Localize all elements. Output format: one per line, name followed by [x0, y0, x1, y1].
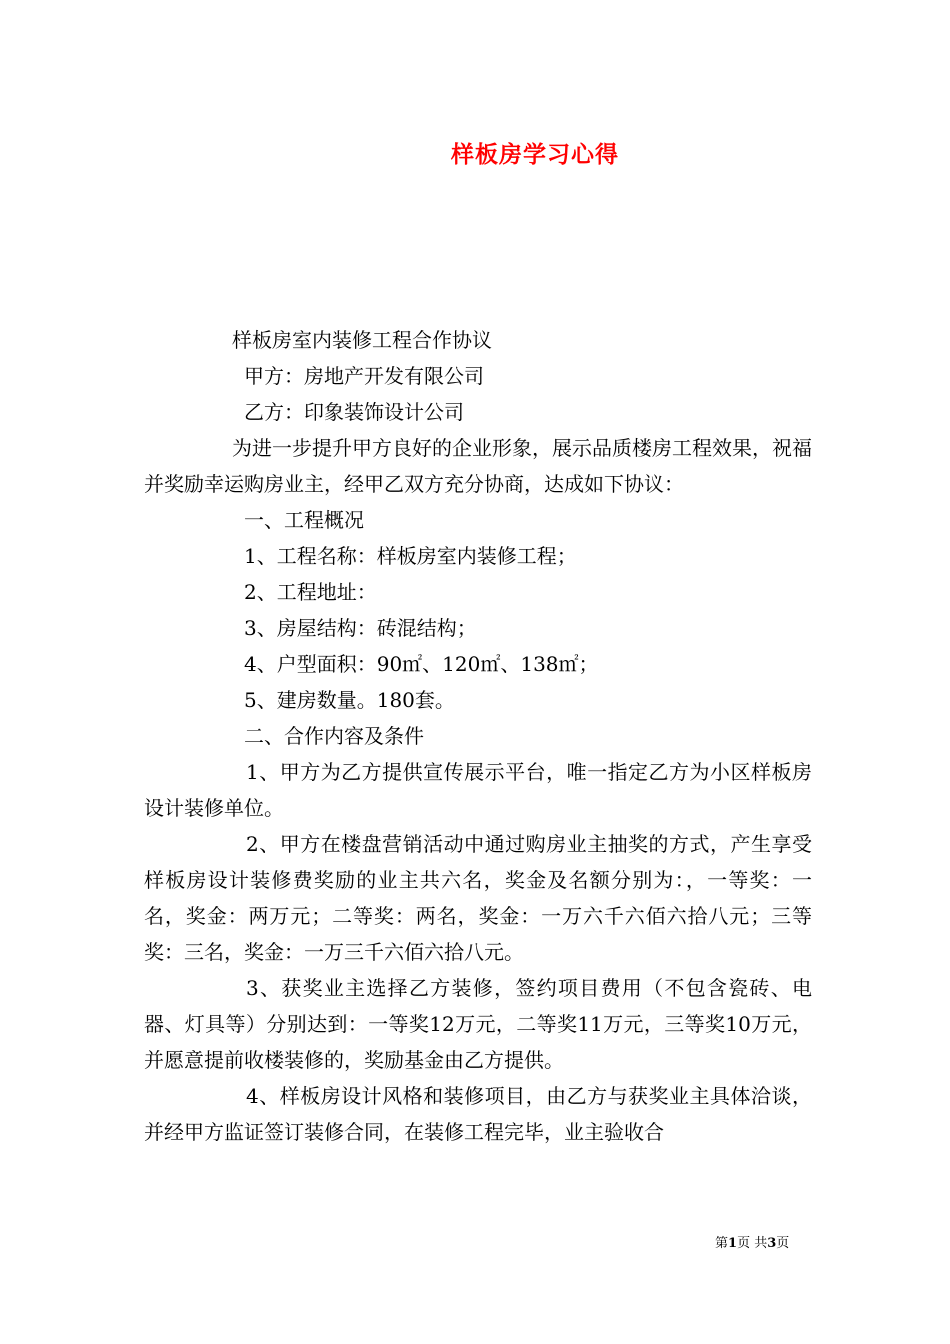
paragraph: 二、合作内容及条件: [244, 724, 424, 748]
footer-prefix: 第: [715, 1236, 729, 1251]
paragraph: 样板房室内装修工程合作协议: [232, 328, 492, 352]
paragraph: 一、工程概况: [244, 508, 364, 532]
footer-suffix: 页: [776, 1236, 790, 1251]
paragraph: 4、户型面积：90㎡、120㎡、138㎡；: [244, 652, 599, 676]
paragraph: 乙方：印象装饰设计公司: [244, 400, 464, 424]
paragraph: 1、工程名称：样板房室内装修工程；: [244, 544, 577, 568]
paragraph: 为进一步提升甲方良好的企业形象，展示品质楼房工程效果，祝福并奖励幸运购房业主，经甲乙双方充分协商，达成如下协议：: [144, 436, 812, 496]
paragraph: 3、获奖业主选择乙方装修，签约项目费用（不包含瓷砖、电器、灯具等）分别达到：一等奖12万元，二等奖11万元，三等奖10万元，并愿意提前收楼装修的，奖励基金由乙方提供。: [144, 976, 812, 1072]
paragraph: 1、甲方为乙方提供宣传展示平台，唯一指定乙方为小区样板房设计装修单位。: [144, 760, 812, 820]
document-title: 样板房学习心得: [451, 142, 619, 168]
paragraph: 4、样板房设计风格和装修项目，由乙方与获奖业主具体洽谈，并经甲方监证签订装修合同，在装修工程完毕，业主验收合: [144, 1084, 812, 1144]
footer-page-number: 1: [728, 1236, 738, 1251]
paragraph: 5、建房数量。180套。: [244, 688, 455, 712]
page-footer: [715, 1232, 789, 1251]
footer-middle: 页 共: [737, 1236, 768, 1251]
paragraph: 甲方：房地产开发有限公司: [244, 364, 484, 388]
footer-page-total: 3: [767, 1236, 777, 1251]
paragraph: 3、房屋结构：砖混结构；: [244, 616, 477, 640]
paragraph: 2、工程地址：: [244, 580, 377, 604]
paragraph: 2、甲方在楼盘营销活动中通过购房业主抽奖的方式，产生享受样板房设计装修费奖励的业主共六名，奖金及名额分别为：，一等奖：一名，奖金：两万元；二等奖：两名，奖金：一万六千六佰六拾八元；三等奖：三名，奖金：一万三千六佰六拾八元。: [144, 832, 812, 964]
document-body: [144, 322, 812, 1150]
